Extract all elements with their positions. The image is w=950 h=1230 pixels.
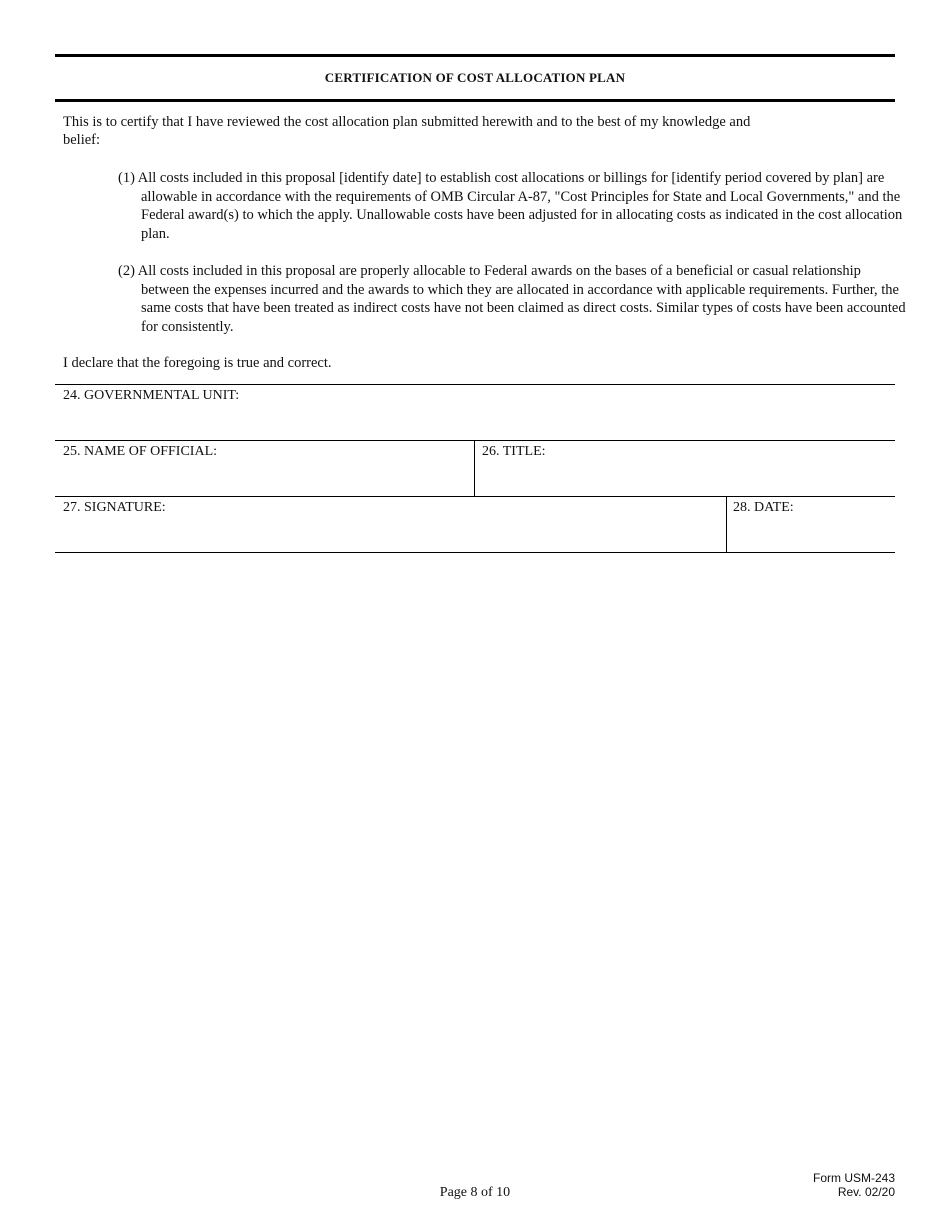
field-divider-title <box>474 440 475 496</box>
certification-item-1: (1) All costs included in this proposal [identify date] to establish cost allocations or billings for [identify period covered by plan] are allowable in accordance with the requirements of OMB Circular A-87, "Cost Principles for State and Local Governments," and the Federal award(s) to which the apply. Unallowable costs have been adjusted for in allocating costs as indicated in the cost allocation plan. <box>118 170 903 242</box>
field-row-rule-2 <box>55 440 895 441</box>
intro-text: This is to certify that I have reviewed the cost allocation plan submitted herewith and to the best of my knowledge and belief: <box>63 114 751 148</box>
form-title: CERTIFICATION OF COST ALLOCATION PLAN <box>324 70 626 85</box>
certification-item-2: (2) All costs included in this proposal are properly allocable to Federal awards on the bases of a beneficial or casual relationship between the expenses incurred and the awards to which they are allocated in accordance with applicable requirements. Further, the same costs that have been treated as indirect costs have not been claimed as direct costs. Similar types of costs have been accounted for consistently. <box>118 263 906 335</box>
title-field[interactable]: 26. TITLE: <box>482 444 546 459</box>
field-row-rule-3 <box>55 496 895 497</box>
page-number: Page 8 of 10 <box>439 1185 511 1200</box>
field-divider-date <box>726 496 727 552</box>
name-of-official-field[interactable]: 25. NAME OF OFFICIAL: <box>63 444 218 459</box>
signature-field[interactable]: 27. SIGNATURE: <box>63 500 166 515</box>
governmental-unit-field[interactable]: 24. GOVERNMENTAL UNIT: <box>63 388 240 403</box>
field-row-rule-4 <box>55 552 895 553</box>
top-rule <box>55 54 895 57</box>
field-row-rule-1 <box>55 384 895 385</box>
form-number: Form USM-243 <box>812 1171 895 1185</box>
date-field[interactable]: 28. DATE: <box>733 500 794 515</box>
form-identifier <box>813 1171 895 1199</box>
title-bottom-rule <box>55 99 895 102</box>
declaration-text: I declare that the foregoing is true and correct. <box>63 355 332 371</box>
form-revision: Rev. 02/20 <box>837 1185 895 1199</box>
